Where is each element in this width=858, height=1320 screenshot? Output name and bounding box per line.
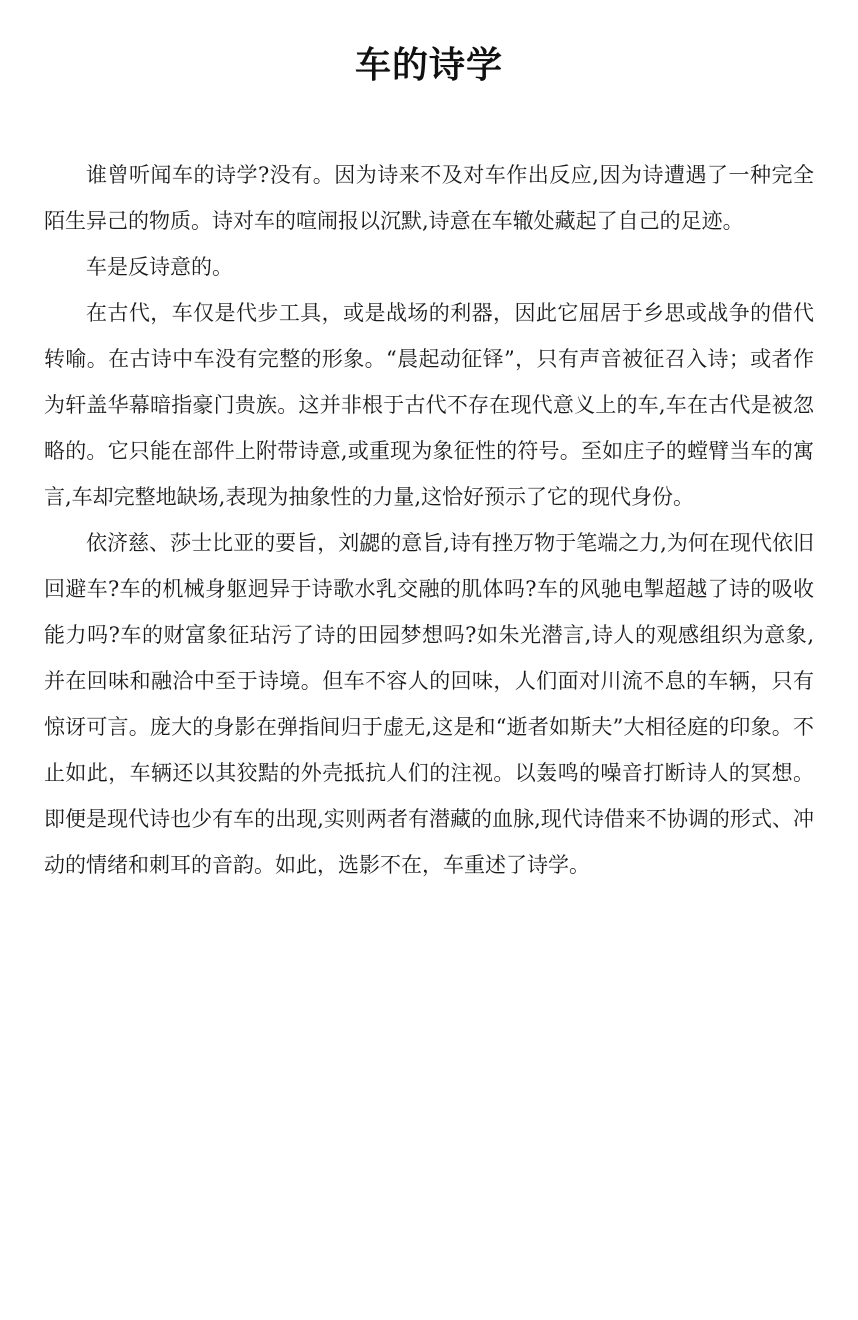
essay-body	[44, 152, 814, 888]
page-title: 车的诗学	[354, 45, 503, 86]
paragraph-4: 依济慈、莎士比亚的要旨，刘勰的意旨,诗有挫万物于笔端之力,为何在现代依旧回避车?车的机械身躯迥异于诗歌水乳交融的肌体吗?车的风驰电掣超越了诗的吸收能力吗?车的财富象征玷污了诗的田园梦想吗?如朱光潜言,诗人的观感组织为意象,并在回味和融洽中至于诗境。但车不容人的回味，人们面对川流不息的车辆，只有惊讶可言。庞大的身影在弹指间归于虚无,这是和“逝者如斯夫”大相径庭的印象。不止如此，车辆还以其狡黠的外壳抵抗人们的注视。以轰鸣的噪音打断诗人的冥想。即便是现代诗也少有车的出现,实则两者有潜藏的血脉,现代诗借来不协调的形式、冲动的情绪和刺耳的音韵。如此，选影不在，车重述了诗学。	[44, 531, 814, 877]
paragraph-3: 在古代，车仅是代步工具，或是战场的利器，因此它屈居于乡思或战争的借代转喻。在古诗中车没有完整的形象。“晨起动征铎”，只有声音被征召入诗；或者作为轩盖华幕暗指豪门贵族。这并非根于古代不存在现代意义上的车,车在古代是被忽略的。它只能在部件上附带诗意,或重现为象征性的符号。至如庄子的螳臂当车的寓言,车却完整地缺场,表现为抽象性的力量,这恰好预示了它的现代身份。	[44, 301, 814, 509]
paragraph-1: 谁曾听闻车的诗学?没有。因为诗来不及对车作出反应,因为诗遭遇了一种完全陌生异己的物质。诗对车的喧闹报以沉默,诗意在车辙处藏起了自己的足迹。	[44, 163, 814, 233]
paragraph-2: 车是反诗意的。	[86, 255, 233, 279]
